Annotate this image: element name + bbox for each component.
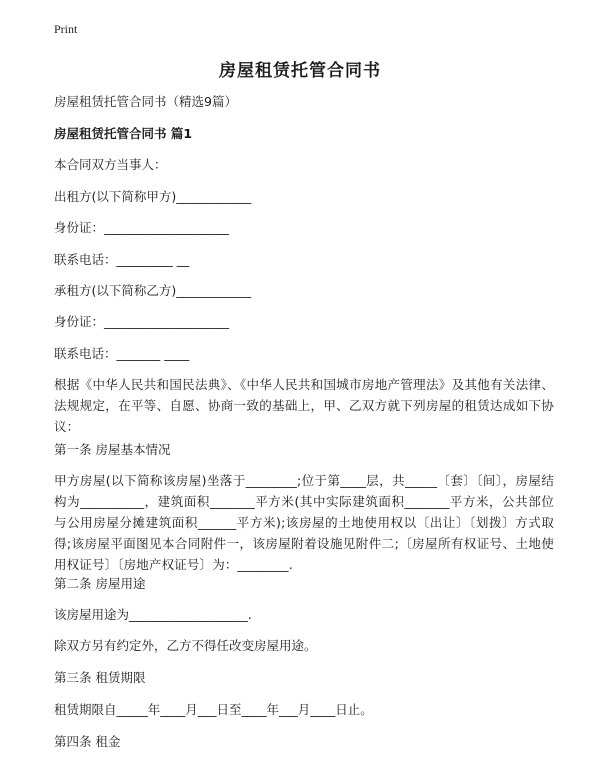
document-title: 房屋租赁托管合同书 (219, 61, 381, 81)
article-1-heading: 第一条 房屋基本情况 (54, 442, 171, 457)
lessee-field: 承租方(以下简称乙方)____________ (54, 283, 252, 298)
article-2-heading: 第二条 房屋用途 (54, 576, 146, 591)
print-label: Print (54, 22, 78, 36)
usage-note: 除双方另有约定外，乙方不得任改变房屋用途。 (54, 638, 317, 653)
term-field: 租赁期限自_____年____月___日至____年___月____日止。 (54, 702, 373, 717)
lessee-id-field: 身份证：____________________ (54, 314, 230, 329)
lessor-id-field: 身份证：____________________ (54, 220, 230, 235)
article-1-body: 甲方房屋(以下简称该房屋)坐落于________;位于第____层，共_____〔套〕〔间〕，房屋结构为__________，建筑面积_______平方米(其中实际建筑面积_______平方米，公共部位与公用房屋分摊建筑面积______平方米);该房屋的土地使用权以〔出让〕〔划拨〕方式取得;该房屋平面图见本合同附件一，该房屋附着设施见附件二;〔房屋所有权证号、土地使用权证号〕〔房地产权证号〕为：________. (54, 473, 554, 572)
lessor-field: 出租方(以下简称甲方)____________ (54, 189, 252, 204)
lessee-phone-field: 联系电话：_______ ____ (54, 346, 190, 361)
usage-field: 该房屋用途为___________________. (54, 607, 252, 622)
document-subtitle: 房屋租赁托管合同书（精选9篇） (54, 94, 237, 109)
article-4-heading: 第四条 租金 (54, 734, 121, 749)
preamble-paragraph: 根据《中华人民共和国民法典》、《中华人民共和国城市房地产管理法》及其他有关法律、法规规定，在平等、自愿、协商一致的基础上，甲、乙双方就下列房屋的租赁达成如下协议： (54, 377, 554, 434)
lessor-phone-field: 联系电话：_________ __ (54, 252, 190, 267)
parties-intro: 本合同双方当事人： (54, 157, 167, 172)
article-3-heading: 第三条 租赁期限 (54, 670, 146, 685)
section-heading: 房屋租赁托管合同书 篇1 (54, 126, 193, 141)
